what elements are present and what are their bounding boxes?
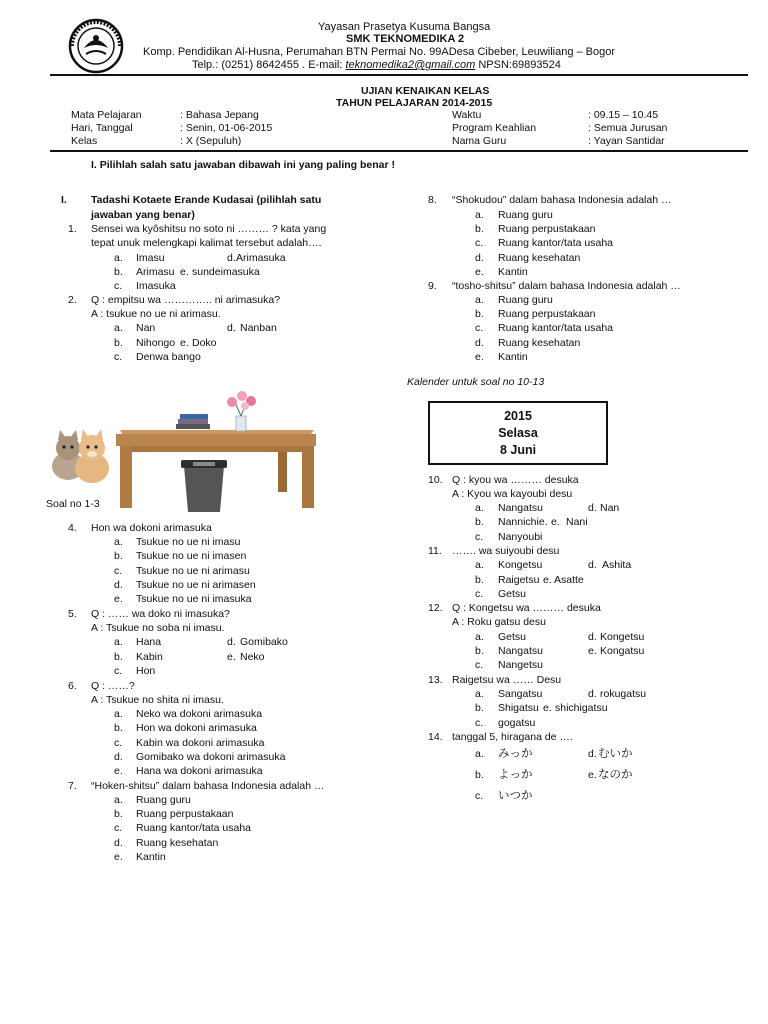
option-text[interactable]: いつか bbox=[498, 788, 533, 802]
info-value-program: : Semua Jurusan bbox=[588, 122, 668, 134]
option-letter: e. bbox=[588, 769, 597, 781]
option-letter: b. bbox=[114, 651, 123, 663]
question-text: A : Kyou wa kayoubi desu bbox=[452, 488, 573, 500]
question-text: A : Tsukue no soba ni imasu. bbox=[91, 622, 225, 634]
option-letter: d. bbox=[475, 337, 484, 349]
option-letter: e. bbox=[180, 266, 189, 278]
question-text: ……. wa suiyoubi desu bbox=[452, 545, 560, 557]
question-text: Q : kyou wa ……… desuka bbox=[452, 474, 579, 486]
option-text[interactable]: Neko bbox=[240, 651, 265, 663]
option-letter: e. bbox=[543, 702, 552, 714]
option-letter: a. bbox=[475, 209, 484, 221]
question-text: “tosho-shitsu” dalam bahasa Indonesia adalah … bbox=[452, 280, 681, 292]
option-text[interactable]: Ruang perpustakaan bbox=[136, 808, 234, 820]
option-text[interactable]: Hana bbox=[136, 636, 162, 648]
option-letter: e. bbox=[114, 851, 123, 863]
option-letter: c. bbox=[475, 717, 484, 729]
option-text[interactable]: Ruang kesehatan bbox=[498, 252, 581, 264]
option-letter: b. bbox=[114, 337, 123, 349]
option-text[interactable]: Tsukue no ue ni imasuka bbox=[136, 593, 252, 605]
option-text[interactable]: Ruang kantor/tata usaha bbox=[498, 322, 613, 334]
option-text[interactable]: shichigatsu bbox=[555, 702, 608, 714]
option-text[interactable]: Gomibako wa dokoni arimasuka bbox=[136, 751, 286, 763]
question-text: Q : …… wa doko ni imasuka? bbox=[91, 608, 230, 620]
option-letter: b. bbox=[475, 308, 484, 320]
header-rule bbox=[50, 74, 748, 76]
option-letter: d. bbox=[588, 748, 597, 760]
option-letter: b. bbox=[475, 223, 484, 235]
question-number: 10. bbox=[428, 474, 443, 486]
option-text[interactable]: sundeimasuka bbox=[192, 266, 260, 278]
option-letter: e. bbox=[114, 765, 123, 777]
option-letter: e. bbox=[475, 266, 484, 278]
question-number: 14. bbox=[428, 731, 443, 743]
option-letter: a. bbox=[114, 794, 123, 806]
option-letter: e. bbox=[543, 574, 552, 586]
foundation-name: Yayasan Prasetya Kusuma Bangsa bbox=[318, 21, 491, 33]
instruction-text: I. Pilihlah salah satu jawaban dibawah ini yang paling benar ! bbox=[91, 159, 395, 171]
option-text[interactable]: Ruang kantor/tata usaha bbox=[136, 822, 251, 834]
option-text[interactable]: Ruang guru bbox=[498, 209, 553, 221]
question-text: A : tsukue no ue ni arimasu. bbox=[91, 308, 221, 320]
option-letter: d. bbox=[588, 688, 597, 700]
option-text[interactable]: Kabin wa dokoni arimasuka bbox=[136, 737, 265, 749]
option-letter: e. bbox=[551, 516, 560, 528]
option-letter: d. bbox=[588, 502, 597, 514]
option-text[interactable]: Neko wa dokoni arimasuka bbox=[136, 708, 263, 720]
option-letter: c. bbox=[475, 322, 484, 334]
question-text: “Shokudou” dalam bahasa Indonesia adalah … bbox=[452, 194, 672, 206]
cats-image bbox=[52, 429, 109, 483]
option-text[interactable]: Shigatsu bbox=[498, 702, 539, 714]
option-letter: b. bbox=[475, 769, 484, 781]
option-text[interactable]: Doko bbox=[192, 337, 217, 349]
info-rule bbox=[50, 150, 748, 152]
option-text[interactable]: Ruang kesehatan bbox=[498, 337, 581, 349]
calendar-day: Selasa bbox=[498, 426, 538, 440]
phone-text: Telp.: (0251) 8642455 . E-mail: bbox=[192, 59, 346, 71]
question-text: Q : Kongetsu wa ……… desuka bbox=[452, 602, 601, 614]
option-letter: d. bbox=[588, 631, 597, 643]
option-letter: e. bbox=[475, 351, 484, 363]
option-text[interactable]: Kongatsu bbox=[600, 645, 645, 657]
option-text[interactable]: Kantin bbox=[498, 351, 528, 363]
option-letter: c. bbox=[475, 790, 484, 802]
info-label-time: Waktu bbox=[452, 109, 482, 121]
exam-year: TAHUN PELAJARAN 2014-2015 bbox=[336, 97, 493, 109]
section-number: I. bbox=[61, 194, 67, 206]
question-text: Hon wa dokoni arimasuka bbox=[91, 522, 212, 534]
option-text[interactable]: みっか bbox=[498, 746, 533, 760]
option-letter: c. bbox=[114, 665, 123, 677]
question-number: 9. bbox=[428, 280, 437, 292]
option-text[interactable]: rokugatsu bbox=[600, 688, 647, 700]
question-number: 12. bbox=[428, 602, 443, 614]
option-text[interactable]: Tsukue no ue ni arimasu bbox=[136, 565, 250, 577]
option-letter: a. bbox=[114, 322, 123, 334]
option-letter: c. bbox=[114, 351, 123, 363]
option-letter: c. bbox=[114, 565, 123, 577]
section-title-line2: jawaban yang benar) bbox=[91, 209, 195, 221]
info-value-subject: : Bahasa Jepang bbox=[180, 109, 259, 121]
question-number: 2. bbox=[68, 294, 77, 306]
option-text[interactable]: Hon wa dokoni arimasuka bbox=[136, 722, 257, 734]
calendar-box bbox=[428, 401, 608, 465]
option-text[interactable]: Sangatsu bbox=[498, 688, 543, 700]
question-number: 8. bbox=[428, 194, 437, 206]
option-text[interactable]: Raigetsu bbox=[498, 574, 540, 586]
option-text[interactable]: Arimasuka bbox=[236, 252, 286, 264]
question-number: 11. bbox=[428, 545, 442, 557]
option-letter: d. bbox=[227, 322, 236, 334]
option-letter: d. bbox=[114, 837, 123, 849]
option-text[interactable]: Nangatsu bbox=[498, 502, 543, 514]
option-text[interactable]: Imasu bbox=[136, 252, 165, 264]
question-text: tanggal 5, hiragana de …. bbox=[452, 731, 573, 743]
trash-bin-image bbox=[181, 460, 227, 512]
option-letter: b. bbox=[475, 702, 484, 714]
option-letter: d. bbox=[114, 579, 123, 591]
option-text[interactable]: Ashita bbox=[602, 559, 632, 571]
option-text[interactable]: Nanban bbox=[240, 322, 277, 334]
option-letter: a. bbox=[475, 559, 484, 571]
option-letter: a. bbox=[475, 748, 484, 760]
calendar-caption: Kalender untuk soal no 10-13 bbox=[407, 376, 545, 388]
option-text[interactable]: Kongetsu bbox=[498, 559, 543, 571]
question-number: 6. bbox=[68, 680, 77, 692]
option-letter: c. bbox=[475, 237, 484, 249]
question-number: 1. bbox=[68, 223, 77, 235]
question-text: Sensei wa kyôshitsu no soto ni ……… ? kata yang bbox=[91, 223, 327, 235]
option-text[interactable]: Nan bbox=[136, 322, 156, 334]
option-letter: e. bbox=[588, 645, 597, 657]
option-letter: b. bbox=[475, 574, 484, 586]
option-letter: b. bbox=[475, 516, 484, 528]
calendar-year: 2015 bbox=[504, 409, 532, 423]
option-letter: c. bbox=[475, 659, 484, 671]
option-text[interactable]: Ruang guru bbox=[136, 794, 191, 806]
option-text[interactable]: Kantin bbox=[498, 266, 528, 278]
option-text[interactable]: Nannichie. bbox=[498, 516, 548, 528]
option-text[interactable]: Tsukue no ue ni arimasen bbox=[136, 579, 256, 591]
school-logo bbox=[64, 18, 128, 74]
option-letter: e. bbox=[227, 651, 236, 663]
option-letter: a. bbox=[475, 688, 484, 700]
option-text[interactable]: Getsu bbox=[498, 588, 527, 600]
option-text[interactable]: Kongetsu bbox=[600, 631, 645, 643]
option-letter: c. bbox=[114, 280, 123, 292]
option-letter: b. bbox=[114, 550, 123, 562]
question-number: 5. bbox=[68, 608, 77, 620]
option-text[interactable]: Hana wa dokoni arimasuka bbox=[136, 765, 263, 777]
option-text[interactable]: Tsukue no ue ni imasu bbox=[136, 536, 241, 548]
question-text: A : Roku gatsu desu bbox=[452, 616, 546, 628]
question-text: “Hoken-shitsu” dalam bahasa Indonesia adalah … bbox=[91, 780, 325, 792]
option-letter: e. bbox=[114, 593, 123, 605]
info-value-time: : 09.15 – 10.45 bbox=[588, 109, 659, 121]
option-text[interactable]: Ruang perpustakaan bbox=[498, 223, 596, 235]
option-letter: b. bbox=[475, 645, 484, 657]
question-number: 7. bbox=[68, 780, 77, 792]
illustration-caption: Soal no 1-3 bbox=[46, 498, 100, 510]
option-letter: c. bbox=[114, 737, 123, 749]
option-letter: b. bbox=[114, 722, 123, 734]
option-letter: a. bbox=[114, 708, 123, 720]
option-text[interactable]: Hon bbox=[136, 665, 156, 677]
option-text[interactable]: Imasuka bbox=[136, 280, 176, 292]
option-text[interactable]: Ruang kantor/tata usaha bbox=[498, 237, 613, 249]
option-letter: c. bbox=[114, 822, 123, 834]
info-value-class: : X (Sepuluh) bbox=[180, 135, 242, 147]
info-label-program: Program Keahlian bbox=[452, 122, 537, 134]
question-text: Q : empitsu wa ………….. ni arimasuka? bbox=[91, 294, 281, 306]
question-number: 4. bbox=[68, 522, 77, 534]
room-illustration bbox=[46, 388, 326, 512]
info-label-teacher: Nama Guru bbox=[452, 135, 507, 147]
option-letter: d. bbox=[475, 252, 484, 264]
option-text[interactable]: Nani bbox=[566, 516, 588, 528]
exam-title: UJIAN KENAIKAN KELAS bbox=[361, 85, 490, 97]
option-text[interactable]: Nanyoubi bbox=[498, 531, 543, 543]
option-text[interactable]: Nan bbox=[600, 502, 620, 514]
option-letter: b. bbox=[114, 266, 123, 278]
info-label-subject: Mata Pelajaran bbox=[71, 109, 142, 121]
school-address: Komp. Pendidikan Al-Husna, Perumahan BTN Permai No. 99ADesa Cibeber, Leuwiliang – Bogor bbox=[143, 46, 616, 58]
books-image bbox=[176, 414, 210, 429]
option-letter: d. bbox=[588, 559, 597, 571]
info-value-teacher: : Yayan Santidar bbox=[588, 135, 665, 147]
option-text[interactable]: Gomibako bbox=[240, 636, 288, 648]
question-text: Raigetsu wa …… Desu bbox=[452, 674, 562, 686]
option-text[interactable]: Getsu bbox=[498, 631, 527, 643]
school-name: SMK TEKNOMEDIKA 2 bbox=[346, 33, 465, 45]
option-letter: d. bbox=[227, 252, 236, 264]
contact-line bbox=[192, 58, 561, 72]
option-letter: a. bbox=[475, 631, 484, 643]
option-text[interactable]: gogatsu bbox=[498, 717, 536, 729]
option-text[interactable]: Kabin bbox=[136, 651, 163, 663]
option-letter: a. bbox=[114, 636, 123, 648]
option-letter: b. bbox=[114, 808, 123, 820]
option-text[interactable]: Ruang perpustakaan bbox=[498, 308, 596, 320]
option-letter: a. bbox=[114, 536, 123, 548]
option-text[interactable]: Ruang guru bbox=[498, 294, 553, 306]
option-text[interactable]: むいか bbox=[598, 746, 633, 760]
question-text: A : Tsukue no shita ni imasu. bbox=[91, 694, 224, 706]
option-letter: a. bbox=[475, 294, 484, 306]
email-link[interactable]: teknomedika2@gmail.com bbox=[345, 59, 476, 71]
option-letter: a. bbox=[114, 252, 123, 264]
option-text[interactable]: Kantin bbox=[136, 851, 166, 863]
info-value-date: : Senin, 01-06-2015 bbox=[180, 122, 273, 134]
option-text[interactable]: Nihongo bbox=[136, 337, 176, 349]
calendar-date: 8 Juni bbox=[499, 443, 537, 457]
info-label-date: Hari, Tanggal bbox=[71, 122, 133, 134]
option-text[interactable]: Tsukue no ue ni imasen bbox=[136, 550, 247, 562]
question-text: tepat unuk melengkapi kalimat tersebut adalah…. bbox=[91, 237, 322, 249]
option-letter: d. bbox=[114, 751, 123, 763]
option-text[interactable]: Arimasu bbox=[136, 266, 175, 278]
option-text[interactable]: Nangatsu bbox=[498, 645, 543, 657]
option-letter: e. bbox=[180, 337, 189, 349]
info-label-class: Kelas bbox=[71, 135, 98, 147]
option-text[interactable]: Denwa bango bbox=[136, 351, 201, 363]
option-letter: d. bbox=[227, 636, 236, 648]
option-text[interactable]: Asatte bbox=[554, 574, 584, 586]
question-number: 13. bbox=[428, 674, 443, 686]
question-text: Q : ……? bbox=[91, 680, 135, 692]
option-text[interactable]: Nangetsu bbox=[498, 659, 543, 671]
flower-vase-image bbox=[227, 391, 256, 431]
option-text[interactable]: Ruang kesehatan bbox=[136, 837, 219, 849]
section-title-line1: Tadashi Kotaete Erande Kudasai (pilihlah satu bbox=[91, 194, 322, 206]
option-letter: c. bbox=[475, 588, 484, 600]
option-letter: c. bbox=[475, 531, 484, 543]
npsn-text: NPSN:69893524 bbox=[475, 59, 561, 71]
option-text[interactable]: よっか bbox=[498, 767, 533, 781]
option-text[interactable]: なのか bbox=[598, 767, 633, 781]
option-letter: a. bbox=[475, 502, 484, 514]
